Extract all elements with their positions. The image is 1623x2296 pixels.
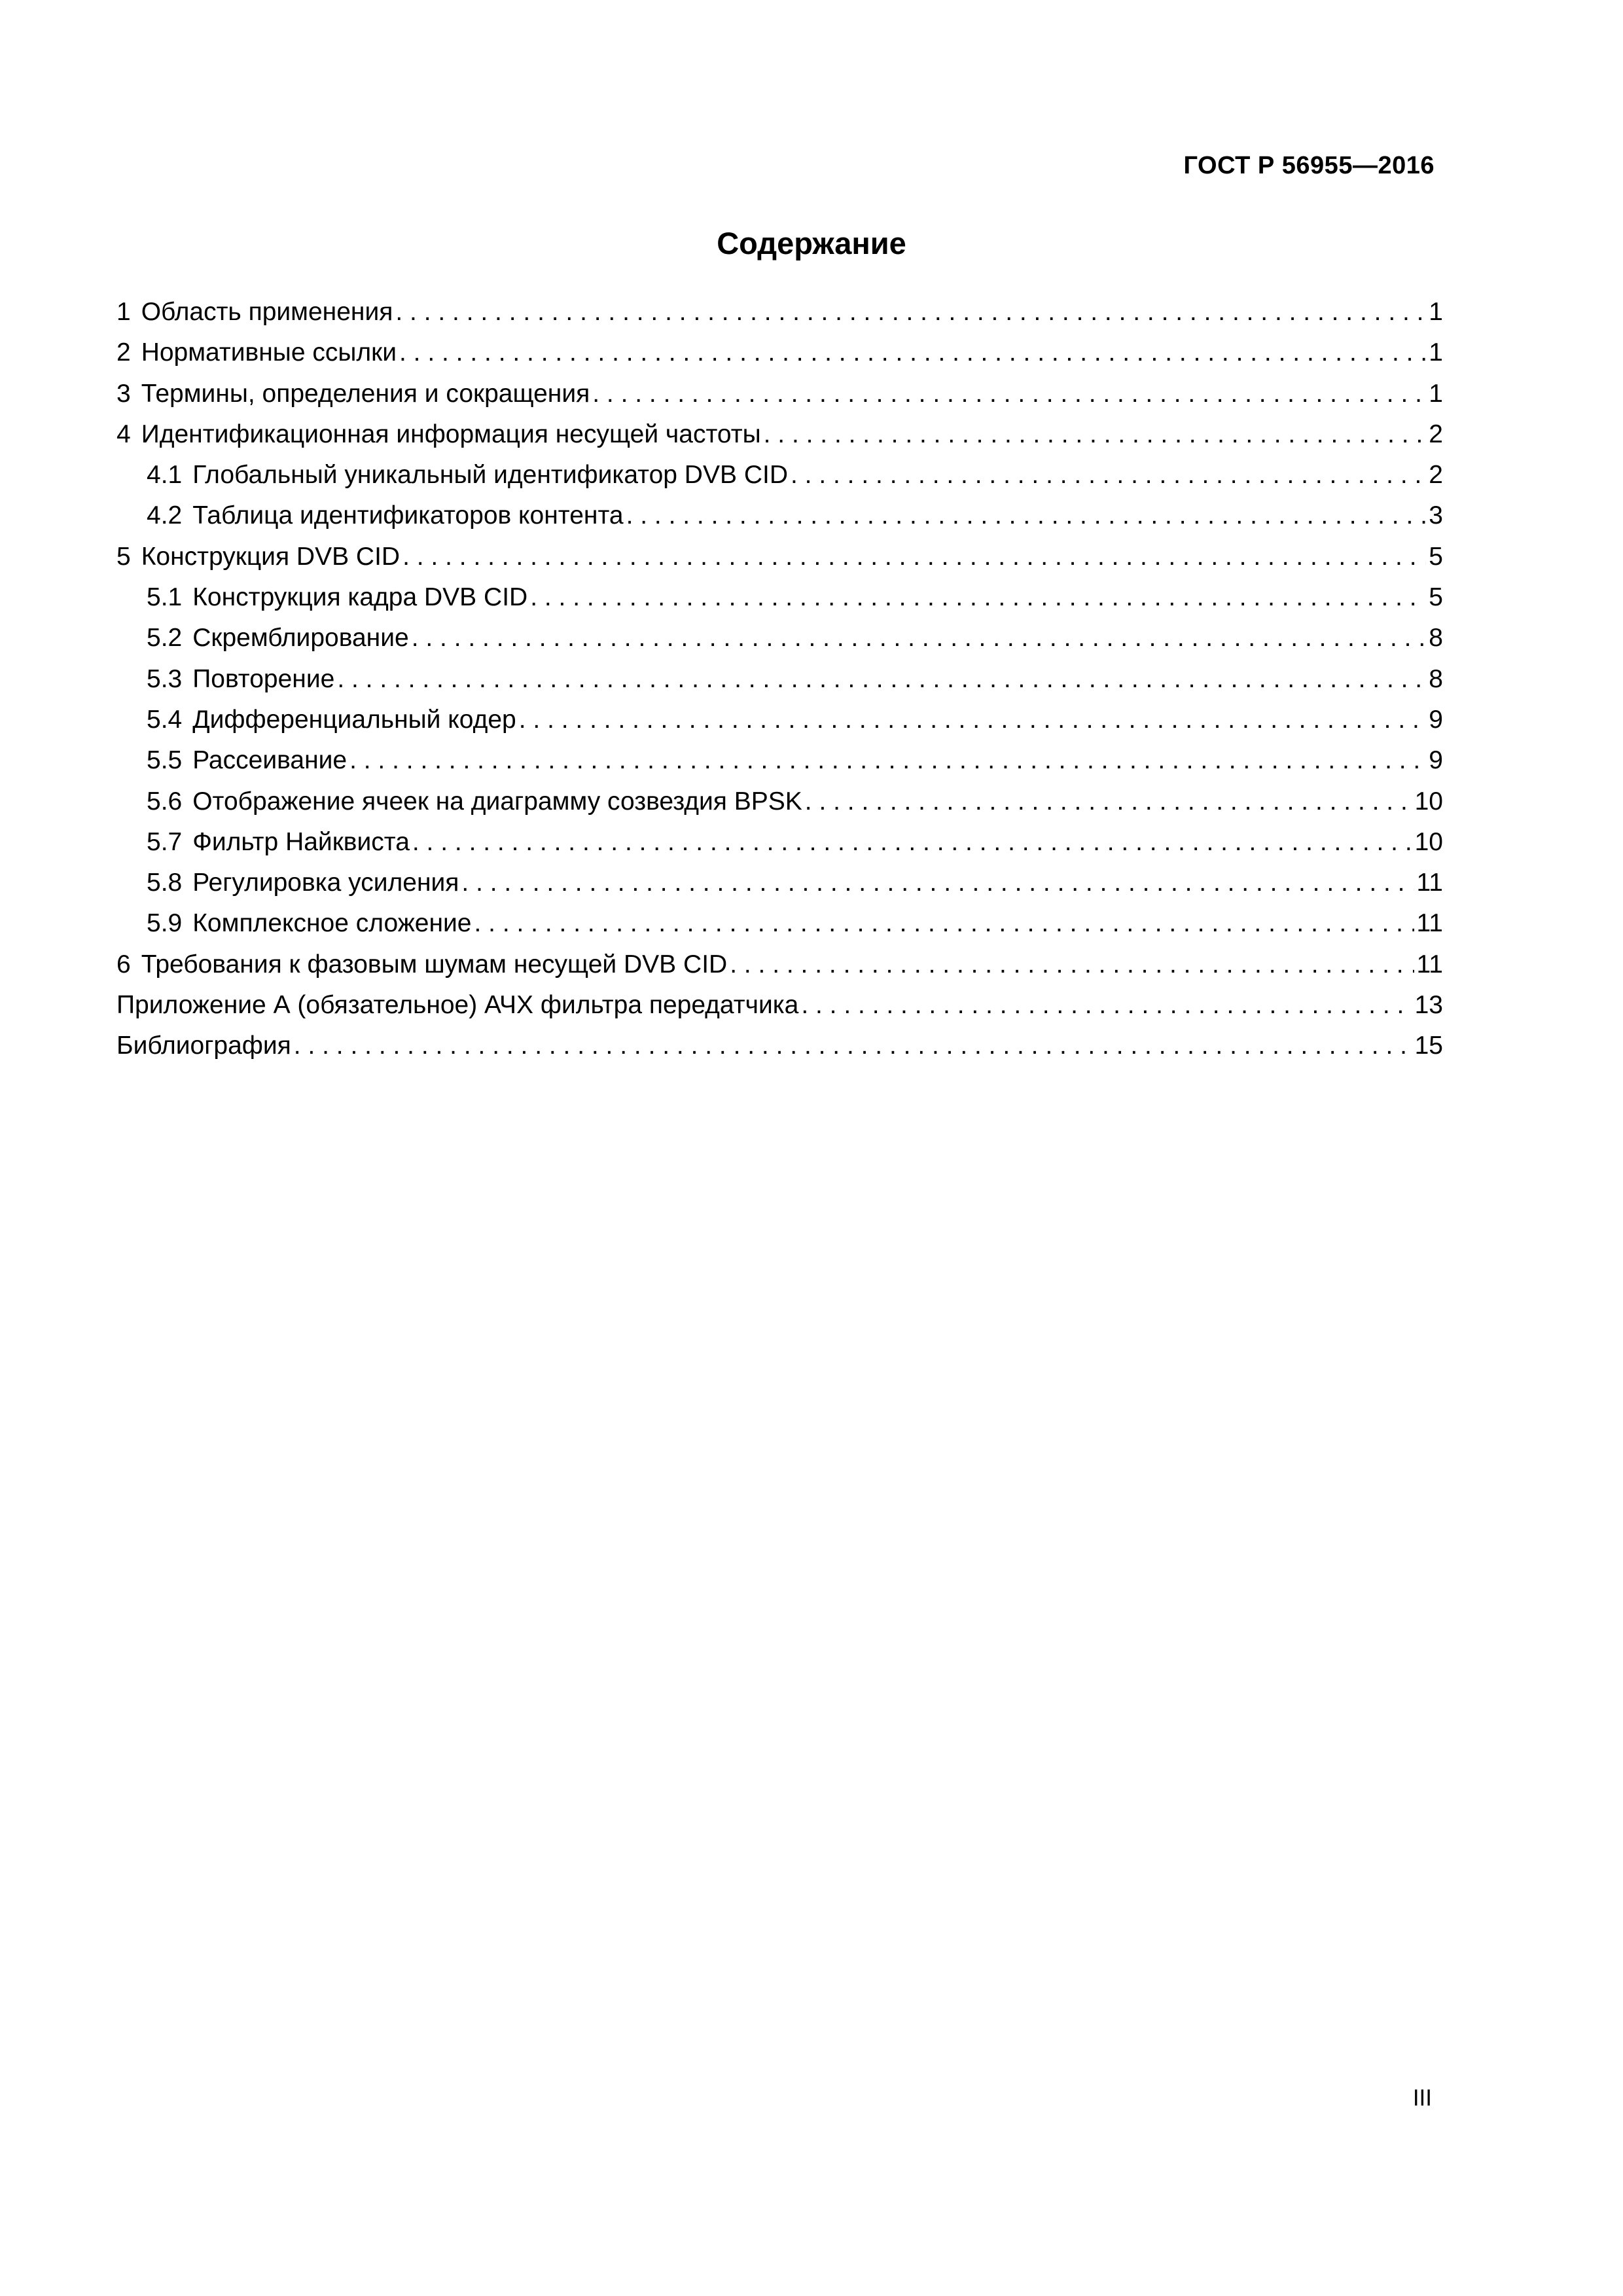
toc-entry[interactable] xyxy=(116,420,1443,461)
toc-entry-number: 6 xyxy=(116,950,131,978)
toc-entry-page: 13 xyxy=(1414,991,1443,1020)
toc-entry-page: 11 xyxy=(1416,909,1443,938)
toc-entry-page: 9 xyxy=(1429,746,1443,775)
toc-entry-page: 15 xyxy=(1414,1031,1443,1060)
toc-entry-page: 10 xyxy=(1414,827,1443,856)
dot-leader xyxy=(402,543,1426,571)
toc-entry-page: 5 xyxy=(1429,583,1443,612)
toc-subentry[interactable] xyxy=(116,501,1443,542)
toc-entry-page: 9 xyxy=(1429,705,1443,734)
toc-entry-label: Приложение А (обязательное) АЧХ фильтра передатчика xyxy=(116,991,799,1020)
toc-entry[interactable] xyxy=(116,543,1443,583)
toc-entry-page: 1 xyxy=(1429,379,1443,408)
toc-entry-page: 10 xyxy=(1414,787,1443,816)
toc-entry-page: 3 xyxy=(1429,501,1443,530)
dot-leader xyxy=(461,869,1414,897)
page-number: III xyxy=(1412,2085,1432,2111)
toc-entry-page: 2 xyxy=(1429,461,1443,490)
toc-entry-label: Глобальный уникальный идентификатор DVB CID xyxy=(192,461,788,490)
dot-leader xyxy=(730,950,1414,979)
toc-entry-label: Регулировка усиления xyxy=(192,869,459,897)
toc-entry-bibliography[interactable] xyxy=(116,1031,1443,1072)
dot-leader xyxy=(530,583,1426,612)
toc-subentry[interactable] xyxy=(116,665,1443,706)
toc-entry-number: 1 xyxy=(116,298,131,326)
toc-entry-label: Идентификационная информация несущей частоты xyxy=(141,420,761,448)
toc-entry-label: Нормативные ссылки xyxy=(141,338,397,367)
toc-entry-number: 3 xyxy=(116,379,131,408)
toc-entry-page: 1 xyxy=(1429,298,1443,326)
dot-leader xyxy=(337,665,1426,694)
toc-subentry[interactable] xyxy=(116,746,1443,787)
dot-leader xyxy=(791,461,1426,490)
dot-leader xyxy=(805,787,1412,816)
toc-subentry[interactable] xyxy=(116,909,1443,950)
toc-entry-number: 5.8 xyxy=(147,869,183,897)
toc-entry-label: Конструкция DVB CID xyxy=(141,542,401,571)
toc-entry-number: 4.2 xyxy=(147,501,183,530)
toc-entry-label: Конструкция кадра DVB CID xyxy=(192,583,528,612)
toc-entry-label: Дифференциальный кодер xyxy=(192,705,516,734)
toc-entry-number: 5.7 xyxy=(147,827,183,856)
toc-entry-label: Требования к фазовым шумам несущей DVB CID xyxy=(141,950,728,978)
toc-entry-number: 5.2 xyxy=(147,624,183,653)
table-of-contents xyxy=(116,298,1443,1073)
toc-subentry[interactable] xyxy=(116,828,1443,869)
toc-entry[interactable] xyxy=(116,298,1443,338)
toc-entry-label: Скремблирование xyxy=(192,624,409,653)
toc-entry[interactable] xyxy=(116,950,1443,991)
toc-subentry[interactable] xyxy=(116,461,1443,501)
toc-entry-label: Библиография xyxy=(116,1031,291,1060)
toc-entry-label: Область применения xyxy=(141,298,393,326)
toc-entry-page: 2 xyxy=(1429,420,1443,448)
toc-entry-page: 11 xyxy=(1416,869,1443,897)
toc-entry-number: 5.6 xyxy=(147,787,183,816)
toc-entry-page: 8 xyxy=(1429,624,1443,653)
toc-subentry[interactable] xyxy=(116,583,1443,624)
dot-leader xyxy=(592,380,1426,408)
toc-entry-number: 5.9 xyxy=(147,909,183,938)
toc-subentry[interactable] xyxy=(116,787,1443,828)
toc-entry-appendix[interactable] xyxy=(116,991,1443,1031)
toc-entry-number: 4.1 xyxy=(147,461,183,490)
dot-leader xyxy=(412,828,1412,857)
toc-entry[interactable] xyxy=(116,380,1443,420)
toc-entry-label: Повторение xyxy=(192,664,335,693)
toc-entry-page: 1 xyxy=(1429,338,1443,367)
dot-leader xyxy=(474,909,1414,938)
toc-subentry[interactable] xyxy=(116,869,1443,909)
toc-entry-label: Термины, определения и сокращения xyxy=(141,379,590,408)
dot-leader xyxy=(412,624,1427,653)
dot-leader xyxy=(399,338,1426,367)
toc-entry-number: 4 xyxy=(116,420,131,448)
dot-leader xyxy=(626,501,1427,530)
toc-entry-page: 8 xyxy=(1429,664,1443,693)
dot-leader xyxy=(519,706,1427,734)
dot-leader xyxy=(294,1031,1412,1060)
toc-entry[interactable] xyxy=(116,338,1443,379)
document-code: ГОСТ Р 56955—2016 xyxy=(1183,152,1435,179)
toc-entry-page: 5 xyxy=(1429,542,1443,571)
toc-subentry[interactable] xyxy=(116,706,1443,746)
toc-entry-number: 5 xyxy=(116,542,131,571)
toc-entry-number: 5.3 xyxy=(147,664,183,693)
toc-entry-number: 5.5 xyxy=(147,746,183,775)
toc-entry-number: 5.4 xyxy=(147,705,183,734)
dot-leader xyxy=(801,991,1412,1020)
toc-entry-label: Комплексное сложение xyxy=(192,909,472,938)
toc-entry-label: Рассеивание xyxy=(192,746,348,775)
toc-title: Содержание xyxy=(717,226,906,260)
dot-leader xyxy=(395,298,1426,327)
toc-entry-label: Таблица идентификаторов контента xyxy=(192,501,624,530)
toc-entry-label: Отображение ячеек на диаграмму созвездия BPSK xyxy=(192,787,802,816)
toc-entry-label: Фильтр Найквиста xyxy=(192,827,410,856)
dot-leader xyxy=(764,420,1427,449)
dot-leader xyxy=(349,746,1426,775)
toc-subentry[interactable] xyxy=(116,624,1443,664)
toc-entry-page: 11 xyxy=(1416,950,1443,978)
toc-entry-number: 5.1 xyxy=(147,583,183,612)
toc-entry-number: 2 xyxy=(116,338,131,367)
